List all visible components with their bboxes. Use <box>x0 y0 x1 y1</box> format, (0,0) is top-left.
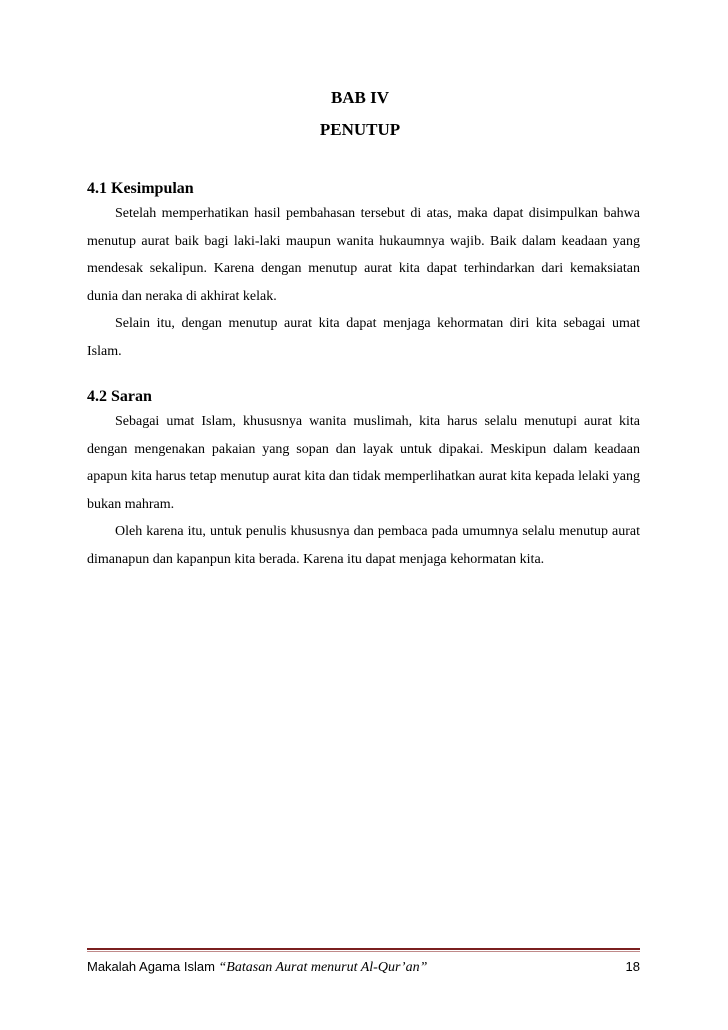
section-saran <box>87 386 640 573</box>
section-heading: 4.1 Kesimpulan <box>87 180 194 197</box>
footer-prefix: Makalah Agama Islam <box>87 959 219 974</box>
footer-title-italic: “Batasan Aurat menurut Al-Qur’an” <box>218 960 428 975</box>
section-heading: 4.2 Saran <box>87 388 152 405</box>
paragraph: Setelah memperhatikan hasil pembahasan tersebut di atas, maka dapat disimpulkan bahwa menutup aurat baik bagi laki-laki maupun wanita hukaumnya wajib. Baik dalam keadaan yang mendesak sekalipun. Karena dengan menutup aurat kita dapat terhindarkan dari kemaksiatan dunia dan neraka di akhirat kelak. <box>87 206 640 304</box>
paragraph: Oleh karena itu, untuk penulis khususnya dan pembaca pada umumnya selalu menutup aurat dimanapun dan kapanpun kita berada. Karena itu dapat menjaga kehormatan kita. <box>87 524 640 567</box>
page-footer <box>87 956 640 978</box>
footer-title <box>87 956 427 979</box>
chapter-number: BAB IV <box>330 88 390 107</box>
footer-rule <box>87 948 640 950</box>
footer-rule-thin <box>87 951 640 952</box>
paragraph: Selain itu, dengan menutup aurat kita dapat menjaga kehormatan diri kita sebagai umat Islam. <box>87 316 640 359</box>
paragraph: Sebagai umat Islam, khususnya wanita muslimah, kita harus selalu menutupi aurat kita dengan mengenakan pakaian yang sopan dan layak untuk dipakai. Meskipun dalam keadaan apapun kita harus tetap menutup aurat kita dan tidak memperlihatkan aurat kita kepada lelaki yang bukan mahram. <box>87 414 640 512</box>
section-kesimpulan <box>87 178 640 365</box>
chapter-title: PENUTUP <box>319 120 401 139</box>
page-number: 18 <box>625 959 640 974</box>
